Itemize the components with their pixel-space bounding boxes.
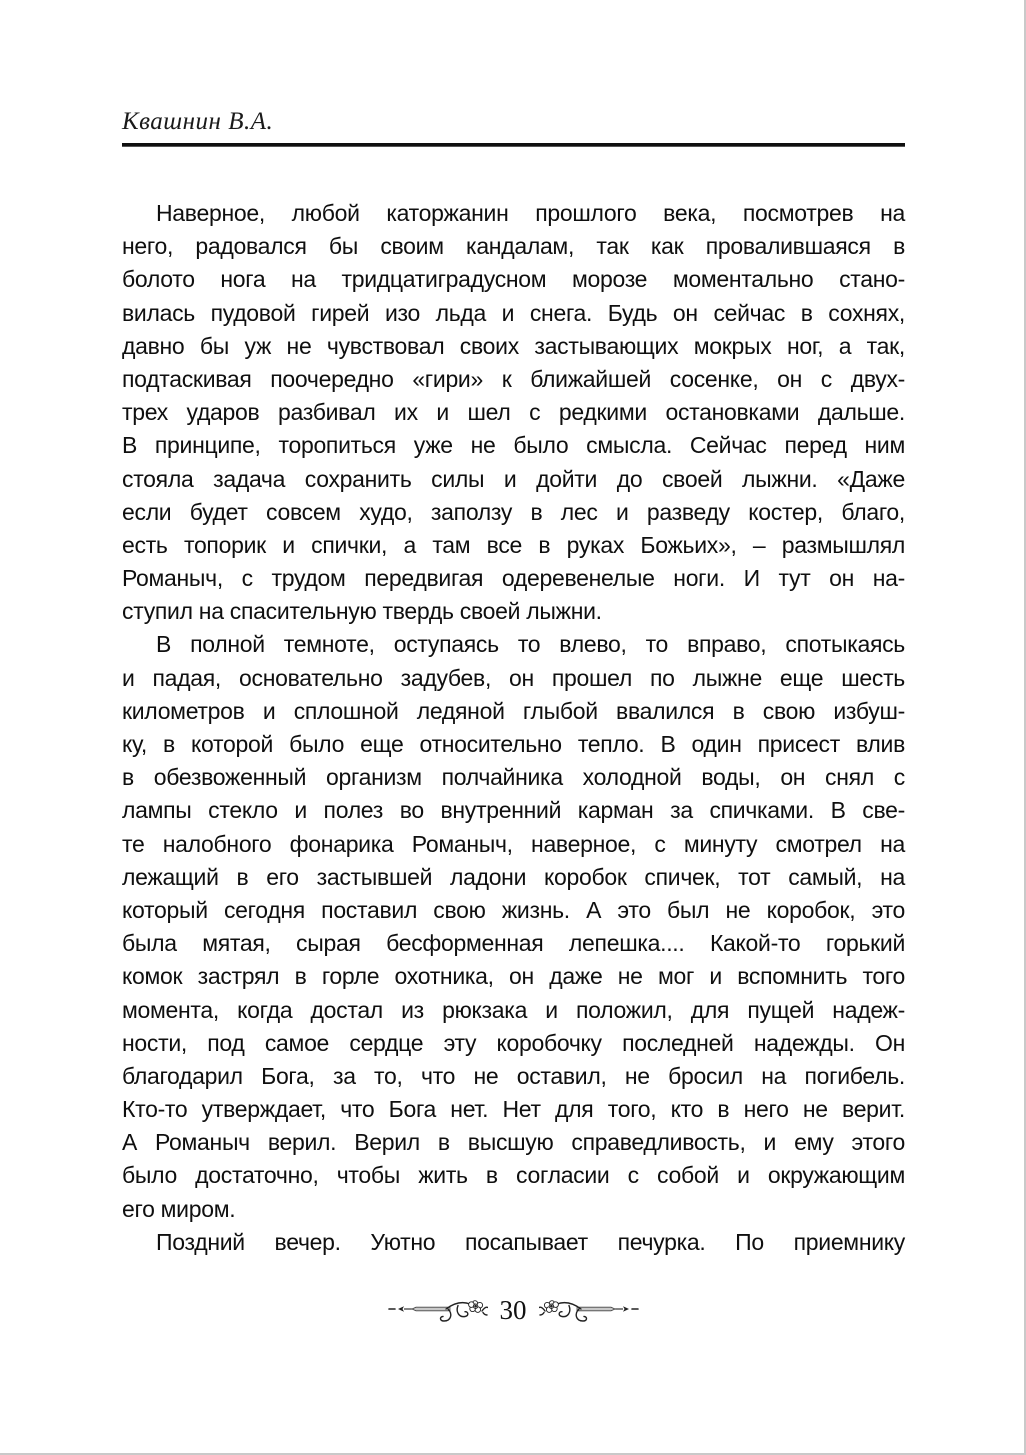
header-rule	[122, 143, 905, 146]
paragraph	[122, 628, 905, 1225]
text-line: ку, в которой было еще относительно тепло. В один присест влив	[122, 731, 905, 757]
text-line: подтаскивая поочередно «гири» к ближайшей сосенке, он с двух-	[122, 365, 905, 392]
text-line: была мятая, сырая бесформенная лепешка.... Какой-то горький	[122, 930, 905, 957]
text-line: болото нога на тридцатиградусном морозе моментально стано-	[122, 266, 905, 293]
text-line: который сегодня поставил свою жизнь. А это был не коробок, это	[122, 896, 905, 923]
text-line: В принципе, торопиться уже не было смысла. Сейчас перед ним	[122, 432, 905, 459]
text-line: Наверное, любой каторжанин прошлого века, посмотрев на	[156, 200, 905, 226]
rose-icon	[544, 1301, 558, 1313]
page-body	[122, 197, 905, 1259]
text-line: лежащий в его застывшей ладони коробок спичек, тот самый, на	[122, 863, 905, 890]
text-line: момента, когда достал из рюкзака и положил, для пущей надеж-	[122, 996, 905, 1023]
flourish-ornament-icon	[539, 1292, 639, 1328]
text-line: А Романыч верил. Верил в высшую справедливость, и ему этого	[122, 1129, 905, 1156]
text-line: есть топорик и спички, а там все в руках Божьих», – размышлял	[122, 531, 905, 558]
rose-icon	[468, 1301, 482, 1313]
text-line: благодарил Бога, за то, что не оставил, не бросил на погибель.	[122, 1062, 905, 1089]
text-line: если будет совсем худо, заползу в лес и разведу костер, благо,	[122, 498, 905, 525]
text-line: те налобного фонарика Романыч, наверное, с минуту смотрел на	[122, 830, 905, 857]
text-line: вилась пудовой гирей изо льда и снега. Будь он сейчас в сохнях,	[122, 299, 905, 326]
text-line: километров и сплошной ледяной глыбой ввалился в свою избуш-	[122, 697, 905, 724]
text-line: было достаточно, чтобы жить в согласии с собой и окружающим	[122, 1162, 905, 1189]
paragraph	[122, 1226, 905, 1259]
text-line: него, радовался бы своим кандалам, так как провалившаяся в	[122, 233, 905, 260]
page-footer	[0, 1292, 1026, 1328]
text-line: лампы стекло и полез во внутренний карман за спичками. В све-	[122, 797, 905, 824]
flourish-ornament-icon	[388, 1292, 488, 1328]
text-line: комок застрял в горле охотника, он даже не мог и вспомнить того	[122, 963, 905, 990]
text-line: В полной темноте, оступаясь то влево, то вправо, спотыкаясь	[156, 631, 905, 658]
text-line: в обезвоженный организм полчайника холодной воды, он снял с	[122, 764, 905, 791]
text-line: стояла задача сохранить силы и дойти до своей лыжни. «Даже	[122, 465, 905, 492]
text-line: Кто-то утверждает, что Бога нет. Нет для того, кто в него не верит.	[122, 1096, 905, 1123]
text-line: давно бы уж не чувствовал своих застывающих мокрых ног, а так,	[122, 332, 905, 359]
page-number: 30	[499, 1294, 527, 1325]
author-name: Квашнин В.А.	[122, 108, 274, 135]
text-line: Поздний вечер. Уютно посапывает печурка. По приемнику	[156, 1228, 905, 1255]
text-line: и падая, основательно задубев, он прошел по лыжне еще шесть	[122, 664, 905, 691]
running-head	[122, 0, 905, 146]
text-line: трех ударов разбивал их и шел с редкими остановками дальше.	[122, 399, 905, 426]
text-line: ступил на спасительную твердь своей лыжни.	[122, 598, 602, 625]
text-line: его миром.	[122, 1195, 236, 1222]
text-line: Романыч, с трудом передвигая одеревенелые ноги. И тут он на-	[122, 565, 905, 592]
text-line: ности, под самое сердце эту коробочку последней надежды. Он	[122, 1029, 905, 1056]
paragraph	[122, 197, 905, 628]
